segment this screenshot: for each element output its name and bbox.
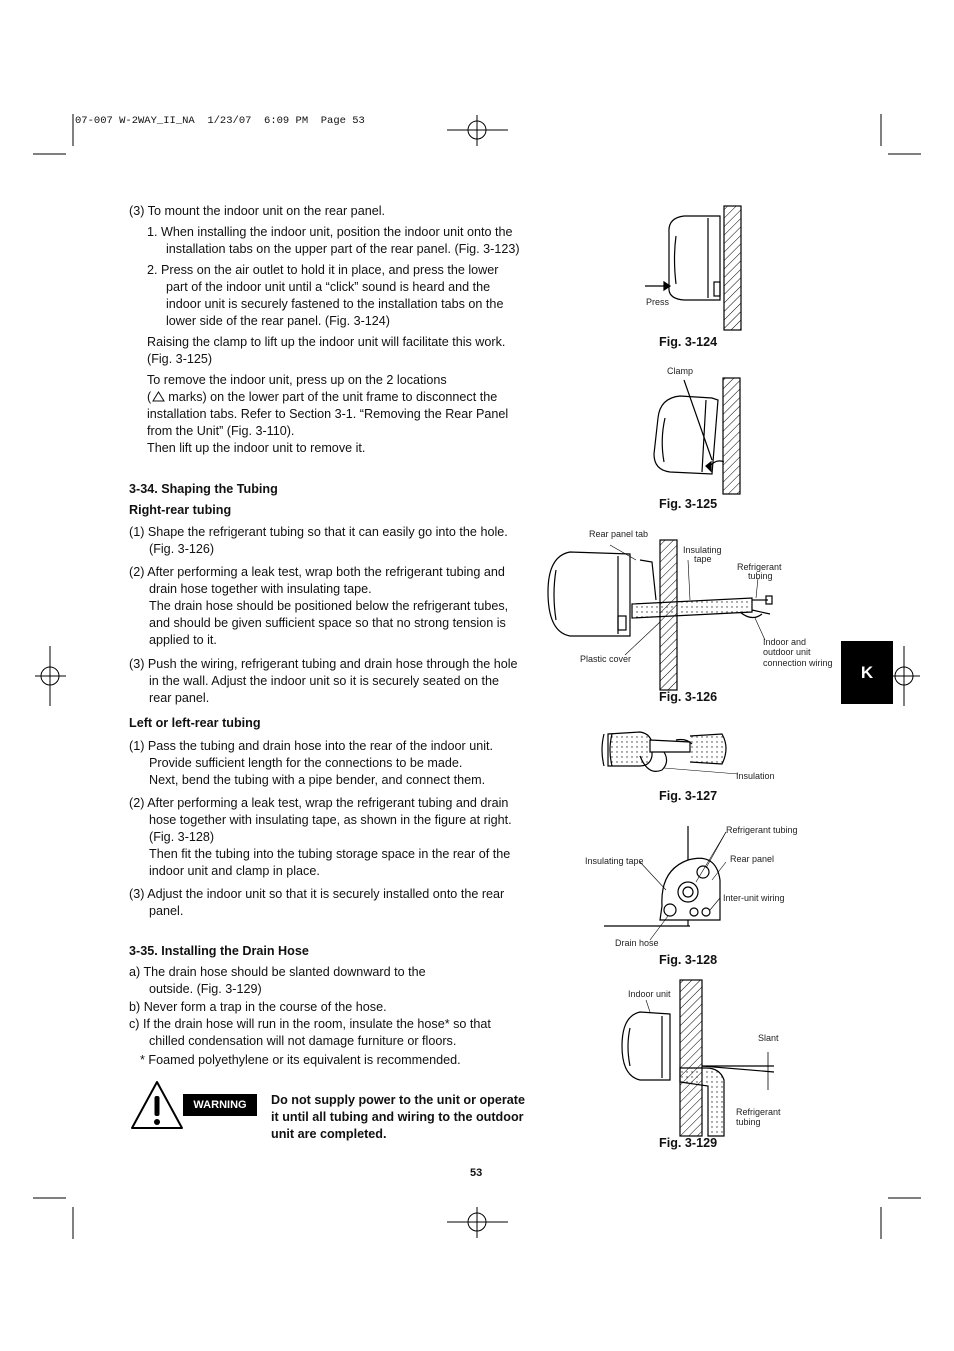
mount-step1-line2: installation tabs on the upper part of the rear panel. (Fig. 3-123) <box>166 242 520 256</box>
warning-line3: unit are completed. <box>271 1127 387 1141</box>
fig129-refrigerant-1: Refrigerant <box>736 1107 781 1117</box>
fig125-caption: Fig. 3-125 <box>659 497 718 511</box>
section-335-heading: 3-35. Installing the Drain Hose <box>129 944 309 958</box>
warning-line1: Do not supply power to the unit or operate <box>271 1093 525 1107</box>
rr2-line4: and should be given sufficient space so that no strong tension is <box>149 616 506 630</box>
fig128-caption: Fig. 3-128 <box>659 953 718 967</box>
l1-line3: Next, bend the tubing with a pipe bender, and connect them. <box>149 773 486 787</box>
fig129-slant: Slant <box>758 1033 779 1043</box>
fig125-clamp-label: Clamp <box>667 366 694 376</box>
remove-line5: Then lift up the indoor unit to remove it. <box>147 441 366 455</box>
mount-step2-line4: lower side of the rear panel. (Fig. 3-124) <box>166 314 391 328</box>
l1-line1: (1) Pass the tubing and drain hose into the rear of the indoor unit. <box>129 739 494 753</box>
fig129-refrigerant-2: tubing <box>736 1117 761 1127</box>
warning-line2: it until all tubing and wiring to the outdoor <box>271 1110 524 1124</box>
rr1-line2: (Fig. 3-126) <box>149 542 215 556</box>
remove-line1: To remove the indoor unit, press up on the 2 locations <box>147 373 447 387</box>
drain-c-line1: c) If the drain hose will run in the room, insulate the hose* so that <box>129 1017 491 1031</box>
rr2-line1: (2) After performing a leak test, wrap both the refrigerant tubing and <box>129 565 505 579</box>
rr1-line1: (1) Shape the refrigerant tubing so that it can easily go into the hole. <box>129 525 508 539</box>
fig126-wiring-2: outdoor unit <box>763 647 811 657</box>
fig127-caption: Fig. 3-127 <box>659 789 718 803</box>
l3-line1: (3) Adjust the indoor unit so that it is securely installed onto the rear <box>129 887 505 901</box>
fig128-refrigerant: Refrigerant tubing <box>726 825 798 835</box>
rr2-line3: The drain hose should be positioned below the refrigerant tubes, <box>149 599 509 613</box>
fig126-plastic-cover: Plastic cover <box>580 654 632 664</box>
fig-128-drawing <box>604 826 726 940</box>
clamp-line2: (Fig. 3-125) <box>147 352 213 366</box>
fig126-caption: Fig. 3-126 <box>659 690 718 704</box>
clamp-line1: Raising the clamp to lift up the indoor unit will facilitate this work. <box>147 335 506 349</box>
fig129-indoor-unit: Indoor unit <box>628 989 671 999</box>
l2-line5: indoor unit and clamp in place. <box>149 864 320 878</box>
fig-127-drawing <box>602 732 738 774</box>
mount-step1-line1: 1. When installing the indoor unit, position the indoor unit onto the <box>147 225 513 239</box>
drain-b-line1: b) Never form a trap in the course of the hose. <box>129 1000 387 1014</box>
fig126-insulating-2: tape <box>694 554 712 564</box>
rr3-line1: (3) Push the wiring, refrigerant tubing and drain hose through the hole <box>129 657 518 671</box>
fig126-wiring-1: Indoor and <box>763 637 807 647</box>
section-tab-k: K <box>841 641 893 704</box>
remove-line3: installation tabs. Refer to Section 3-1. “Removing the Rear Panel <box>147 407 509 421</box>
left-subheading: Left or left-rear tubing <box>129 716 261 730</box>
fig-125-drawing <box>654 378 740 494</box>
l1-line2: Provide sufficient length for the connections to be made. <box>149 756 463 770</box>
fig126-rear-panel-tab: Rear panel tab <box>589 529 649 539</box>
mount-step2-line1: 2. Press on the air outlet to hold it in place, and press the lower <box>147 263 499 277</box>
l2-line3: (Fig. 3-128) <box>149 830 215 844</box>
rr2-line2: drain hose together with insulating tape. <box>149 582 372 596</box>
l3-line2: panel. <box>149 904 184 918</box>
remove-line2: marks) on the lower part of the unit frame to disconnect the <box>168 390 498 404</box>
mount-step2-line3: indoor unit is securely fastened to the installation tabs on the <box>166 297 504 311</box>
fig128-rear-panel: Rear panel <box>730 854 775 864</box>
fig126-refrigerant-2: tubing <box>748 571 773 581</box>
fig127-insulation: Insulation <box>736 771 775 781</box>
l2-line4: Then fit the tubing into the tubing storage space in the rear of the <box>149 847 511 861</box>
fig126-wiring-3: connection wiring <box>763 658 833 668</box>
l2-line2: hose together with insulating tape, as shown in the figure at right. <box>149 813 512 827</box>
fig126-insulating-1: Insulating <box>683 545 722 555</box>
remove-line4: from the Unit” (Fig. 3-110). <box>147 424 295 438</box>
fig128-inter-unit: Inter-unit wiring <box>723 893 785 903</box>
fig126-refrigerant-1: Refrigerant <box>737 562 782 572</box>
drain-a-line1: a) The drain hose should be slanted downward to the <box>129 965 426 979</box>
rr2-line5: applied to it. <box>149 633 217 647</box>
drain-c-line2: chilled condensation will not damage furniture or floors. <box>149 1034 457 1048</box>
warning-badge: WARNING <box>183 1094 257 1116</box>
rr3-line3: rear panel. <box>149 691 210 705</box>
rr3-line2: in the wall. Adjust the indoor unit so it is securely seated on the <box>149 674 500 688</box>
section-334-heading: 3-34. Shaping the Tubing <box>129 482 278 496</box>
fig-124-drawing <box>645 206 741 330</box>
paren-open: ( <box>147 390 152 404</box>
print-header-stamp: 07-007 W-2WAY_II_NA 1/23/07 6:09 PM Page 53 <box>75 115 365 127</box>
fig128-insulating: Insulating tape <box>585 856 644 866</box>
mount-step2-line2: part of the indoor unit until a “click” sound is heard and the <box>166 280 491 294</box>
l2-line1: (2) After performing a leak test, wrap the refrigerant tubing and drain <box>129 796 509 810</box>
page-number: 53 <box>470 1167 483 1179</box>
fig124-caption: Fig. 3-124 <box>659 335 718 349</box>
mount-heading: (3) To mount the indoor unit on the rear panel. <box>129 204 386 218</box>
fig128-drain-hose: Drain hose <box>615 938 659 948</box>
fig124-press-label: Press <box>646 297 670 307</box>
drain-footnote: * Foamed polyethylene or its equivalent is recommended. <box>140 1053 461 1067</box>
fig129-caption: Fig. 3-129 <box>659 1136 718 1150</box>
drain-a-line2: outside. (Fig. 3-129) <box>149 982 262 996</box>
right-rear-subheading: Right-rear tubing <box>129 503 232 517</box>
